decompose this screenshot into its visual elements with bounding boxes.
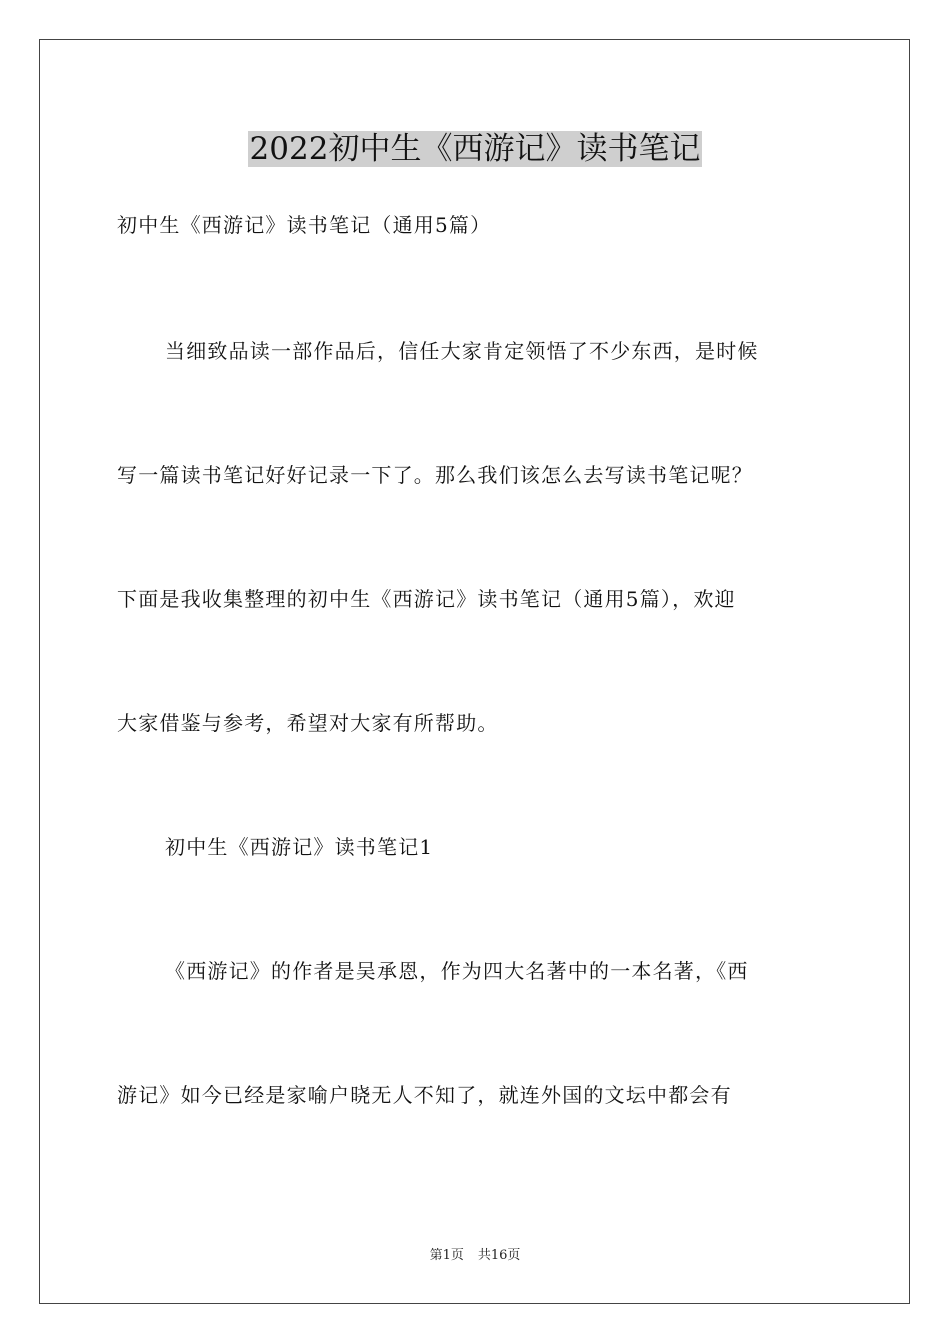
paragraph-line: 《西游记》的作者是吴承恩，作为四大名著中的一本名著，《西 — [165, 959, 749, 983]
document-title-text: 2022初中生《西游记》读书笔记 — [249, 131, 701, 167]
paragraph-line: 大家借鉴与参考，希望对大家有所帮助。 — [117, 711, 499, 735]
page-footer — [0, 1247, 950, 1265]
page-total: 共16页 — [477, 1248, 521, 1263]
paragraph-line: 游记》如今已经是家喻户晓无人不知了，就连外国的文坛中都会有 — [117, 1083, 732, 1107]
page-number: 第1页 — [429, 1248, 464, 1263]
document-title — [0, 128, 950, 170]
paragraph-line: 写一篇读书笔记好好记录一下了。那么我们该怎么去写读书笔记呢？ — [117, 463, 753, 487]
section-heading: 初中生《西游记》读书笔记1 — [165, 835, 434, 859]
paragraph-line: 当细致品读一部作品后，信任大家肯定领悟了不少东西，是时候 — [165, 339, 759, 363]
document-subtitle: 初中生《西游记》读书笔记（通用5篇） — [117, 213, 492, 237]
paragraph-line: 下面是我收集整理的初中生《西游记》读书笔记（通用5篇），欢迎 — [117, 587, 736, 611]
